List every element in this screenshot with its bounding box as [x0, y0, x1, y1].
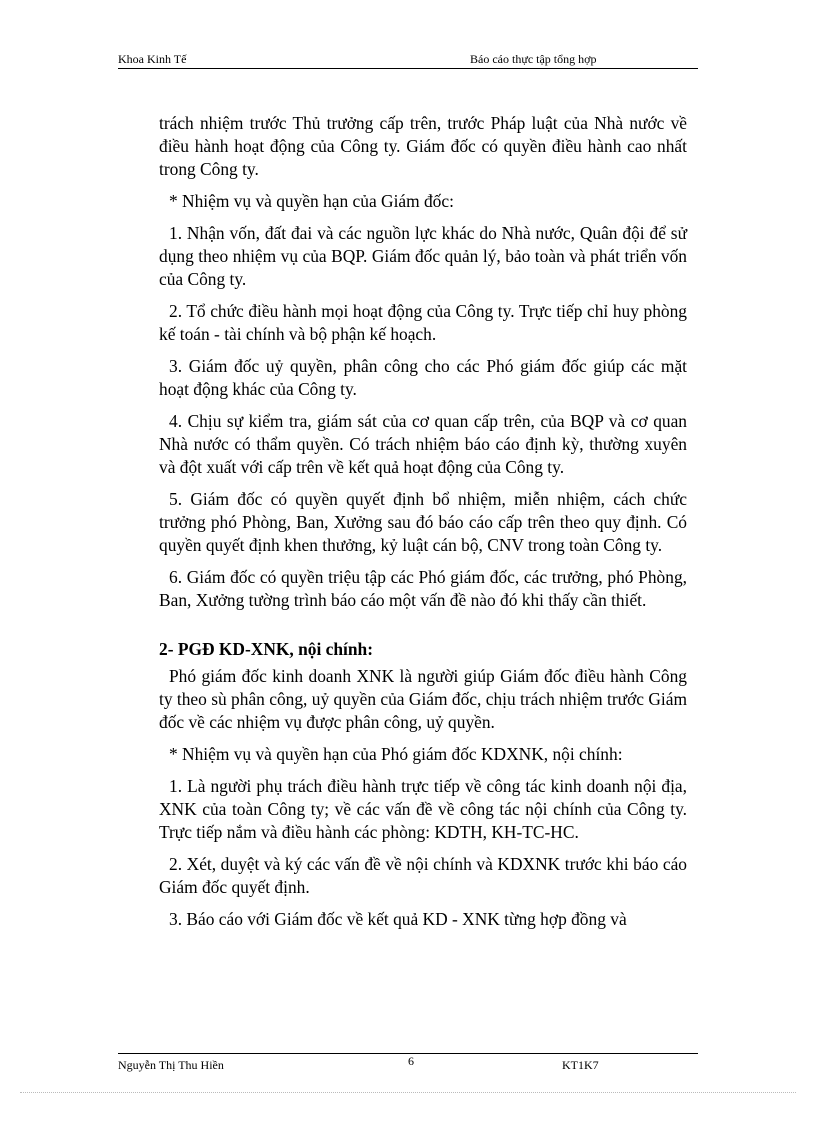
duty-item-6: 6. Giám đốc có quyền triệu tập các Phó giám đốc, các trưởng, phó Phòng, Ban, Xưởng tường trình báo cáo một vấn đề nào đó khi thấy cần thiết.: [159, 567, 687, 610]
section-2-intro: Phó giám đốc kinh doanh XNK là người giúp Giám đốc điều hành Công ty theo sù phân công, uỷ quyền của Giám đốc, chịu trách nhiệm trước Giám đốc về các nhiệm vụ được phân công, uỷ quyền.: [159, 666, 687, 732]
duty-item-1: 1. Nhận vốn, đất đai và các nguồn lực khác do Nhà nước, Quân đội để sử dụng theo nhiệm vụ của BQP. Giám đốc quản lý, bảo toàn và phát triển vốn của Công ty.: [159, 223, 687, 289]
header-faculty: Khoa Kinh Tế: [118, 52, 187, 66]
document-body: [159, 110, 687, 940]
duties-heading: * Nhiệm vụ và quyền hạn của Giám đốc:: [169, 191, 454, 211]
duty-item-5: 5. Giám đốc có quyền quyết định bổ nhiệm, miễn nhiệm, cách chức trưởng phó Phòng, Ban, Xưởng sau đó báo cáo cấp trên theo quy định. Có quyền quyết định khen thưởng, kỷ luật cán bộ, CNV trong toàn Công ty.: [159, 489, 687, 555]
section-2-duty-item-3: 3. Báo cáo với Giám đốc về kết quả KD - XNK từng hợp đồng và: [169, 909, 627, 929]
footer-author: Nguyễn Thị Thu Hiền: [118, 1058, 224, 1072]
page-footer: [118, 1053, 698, 1070]
footer-page-number: 6: [408, 1054, 414, 1068]
section-2-duty-item-1: 1. Là người phụ trách điều hành trực tiếp về công tác kinh doanh nội địa, XNK của toàn Công ty; về các vấn đề về công tác nội chính của Công ty. Trực tiếp nắm và điều hành các phòng: KDTH, KH-TC-HC.: [159, 776, 687, 842]
section-2-duty-item-2: 2. Xét, duyệt và ký các vấn đề về nội chính và KDXNK trước khi báo cáo Giám đốc quyết định.: [159, 854, 687, 897]
duty-item-3: 3. Giám đốc uỷ quyền, phân công cho các Phó giám đốc giúp các mặt hoạt động khác của Công ty.: [159, 356, 687, 399]
header-report-title: Báo cáo thực tập tổng hợp: [470, 52, 597, 66]
duty-item-4: 4. Chịu sự kiểm tra, giám sát của cơ quan cấp trên, của BQP và cơ quan Nhà nước có thẩm quyền. Có trách nhiệm báo cáo định kỳ, thường xuyên và đột xuất với cấp trên về kết quả hoạt động của Công ty.: [159, 411, 687, 477]
page-bottom-divider: [20, 1092, 796, 1093]
duty-item-2: 2. Tổ chức điều hành mọi hoạt động của Công ty. Trực tiếp chỉ huy phòng kế toán - tài chính và bộ phận kế hoạch.: [159, 301, 687, 344]
section-2-duties-heading: * Nhiệm vụ và quyền hạn của Phó giám đốc KDXNK, nội chính:: [169, 744, 623, 764]
page-header: [118, 52, 698, 69]
section-2-title: 2- PGĐ KD-XNK, nội chính:: [159, 639, 374, 659]
intro-paragraph: trách nhiệm trước Thủ trưởng cấp trên, trước Pháp luật của Nhà nước về điều hành hoạt động của Công ty. Giám đốc có quyền điều hành cao nhất trong Công ty.: [159, 113, 687, 179]
footer-class-code: KT1K7: [562, 1058, 599, 1072]
